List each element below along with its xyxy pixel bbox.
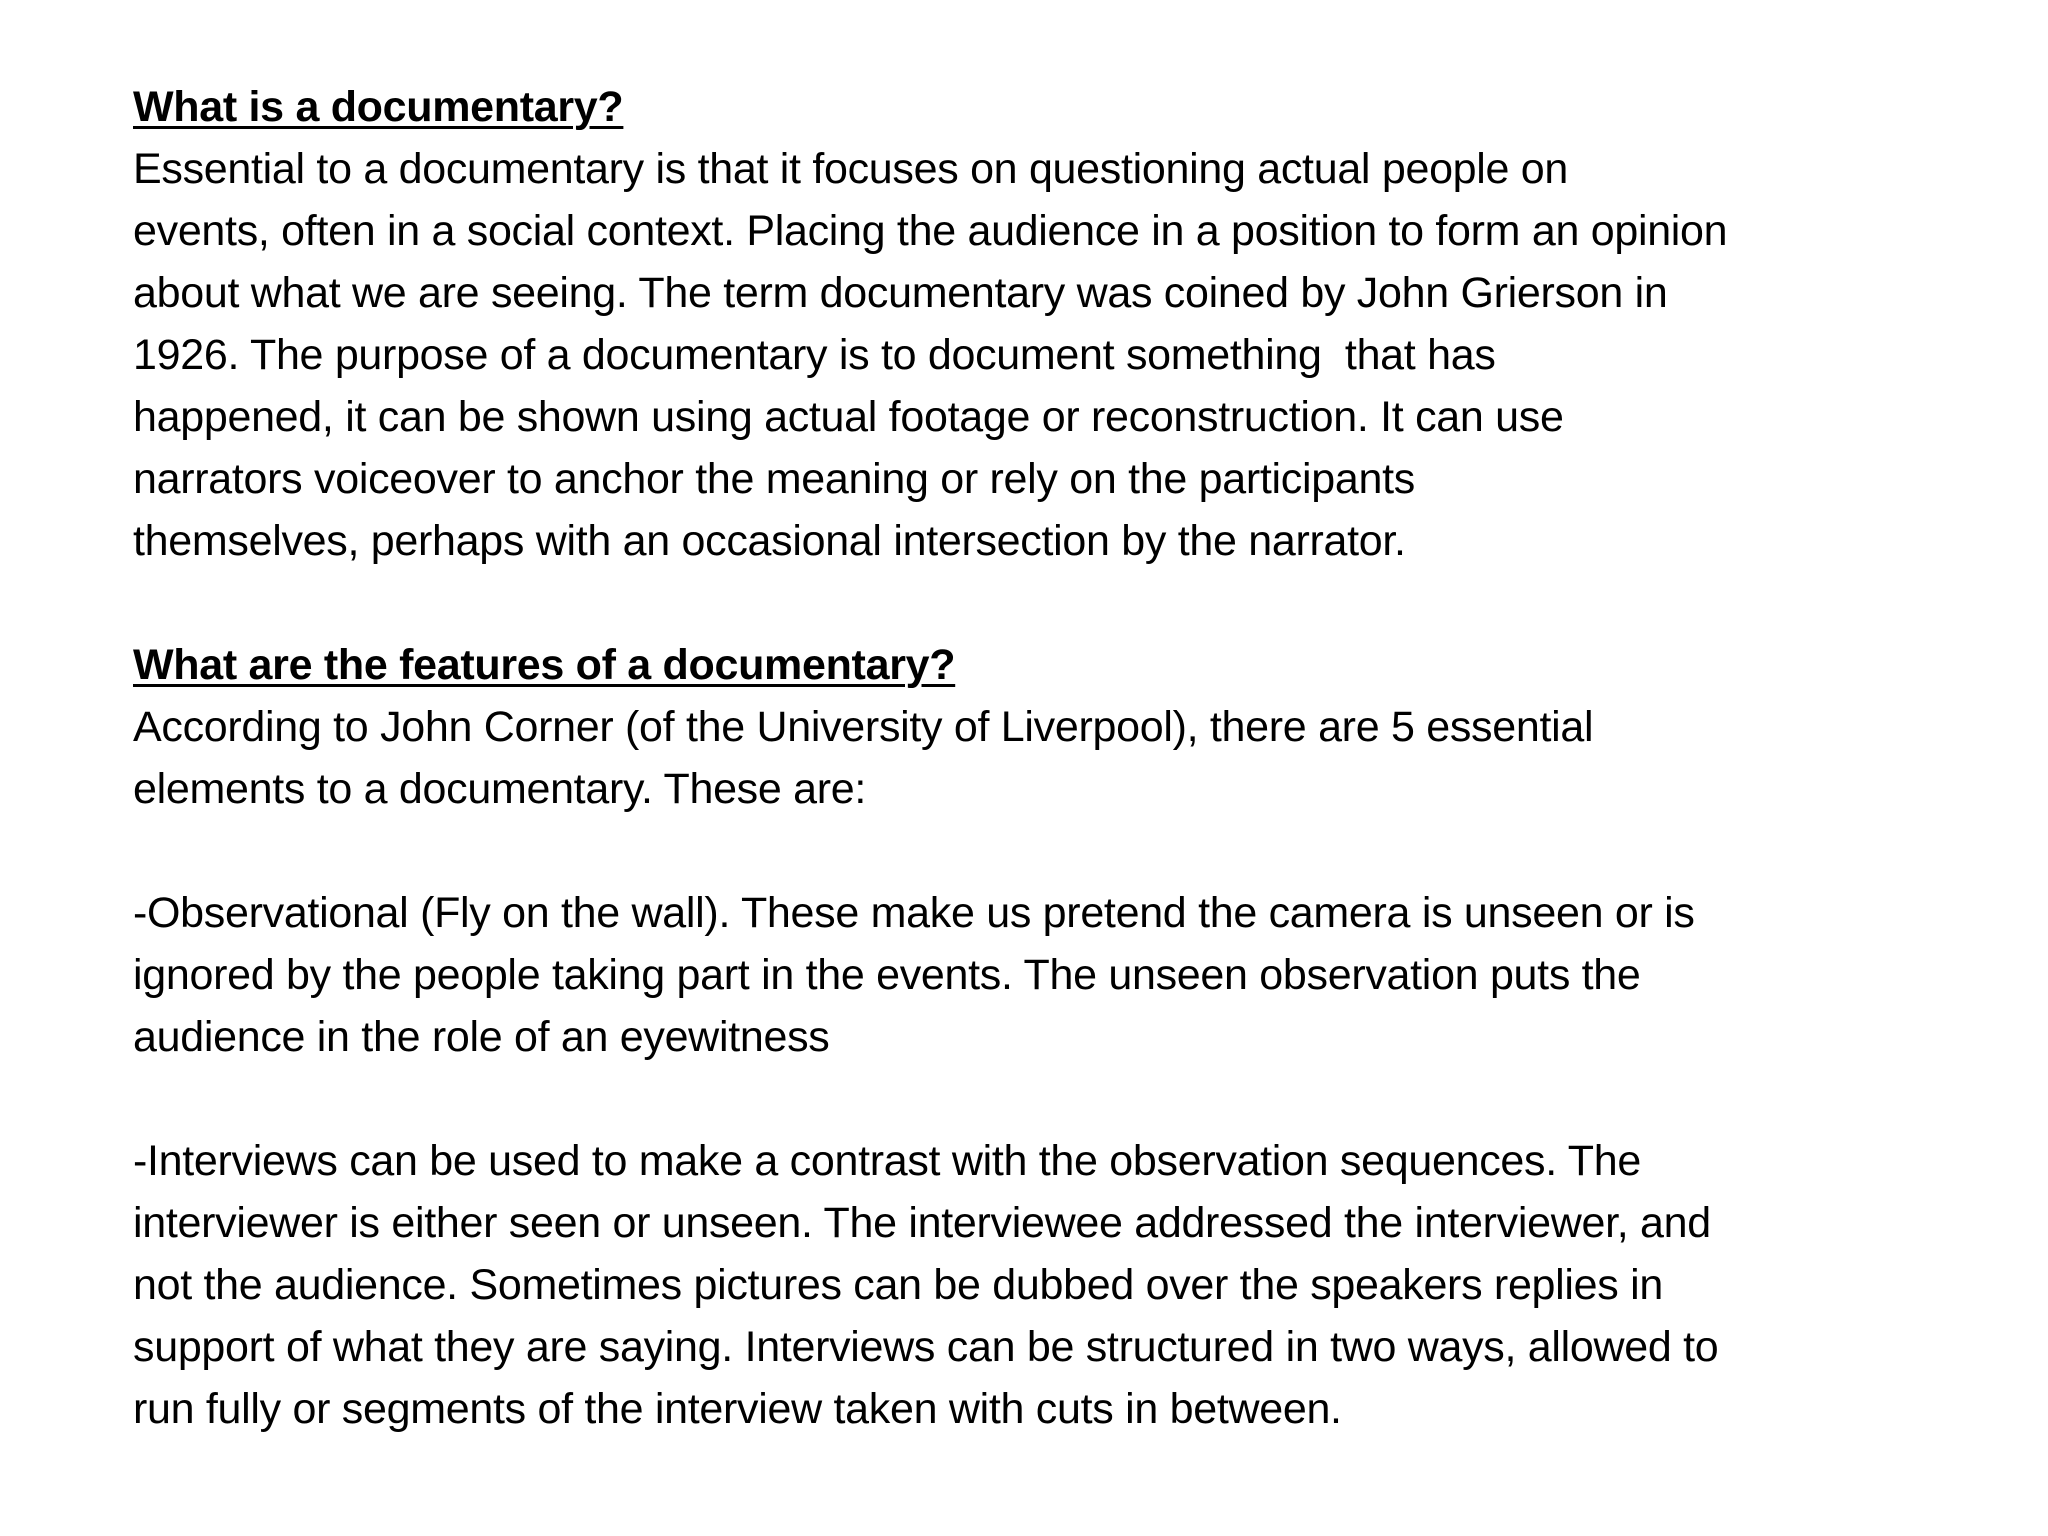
spacer	[133, 572, 1973, 634]
paragraph-line: not the audience. Sometimes pictures can be dubbed over the speakers replies in	[133, 1261, 1664, 1309]
paragraph-line: -Observational (Fly on the wall). These make us pretend the camera is unseen or is	[133, 889, 1695, 937]
paragraph-intro	[133, 696, 1973, 820]
paragraph-line: narrators voiceover to anchor the meaning or rely on the participants	[133, 455, 1415, 503]
paragraph-line: run fully or segments of the interview taken with cuts in between.	[133, 1385, 1342, 1433]
spacer	[133, 1068, 1973, 1130]
paragraph-line: about what we are seeing. The term documentary was coined by John Grierson in	[133, 269, 1668, 317]
slide-content	[133, 76, 1973, 1440]
spacer	[133, 820, 1973, 882]
paragraph-line: audience in the role of an eyewitness	[133, 1013, 830, 1061]
paragraph-observational	[133, 882, 1973, 1068]
paragraph-line: support of what they are saying. Interviews can be structured in two ways, allowed to	[133, 1323, 1719, 1371]
paragraph-line: elements to a documentary. These are:	[133, 765, 867, 813]
paragraph-line: ignored by the people taking part in the events. The unseen observation puts the	[133, 951, 1641, 999]
paragraph-line: themselves, perhaps with an occasional intersection by the narrator.	[133, 517, 1406, 565]
paragraph-interviews	[133, 1130, 1973, 1440]
paragraph-line: happened, it can be shown using actual footage or reconstruction. It can use	[133, 393, 1564, 441]
paragraph-line: 1926. The purpose of a documentary is to document something that has	[133, 331, 1496, 379]
paragraph-definition	[133, 138, 1973, 572]
paragraph-line: events, often in a social context. Placing the audience in a position to form an opinion	[133, 207, 1728, 255]
heading-features-of-documentary: What are the features of a documentary?	[133, 641, 956, 689]
paragraph-line: interviewer is either seen or unseen. The interviewee addressed the interviewer, and	[133, 1199, 1711, 1247]
paragraph-line: -Interviews can be used to make a contrast with the observation sequences. The	[133, 1137, 1641, 1185]
paragraph-line: Essential to a documentary is that it focuses on questioning actual people on	[133, 145, 1569, 193]
heading-what-is-documentary: What is a documentary?	[133, 83, 624, 131]
paragraph-line: According to John Corner (of the University of Liverpool), there are 5 essential	[133, 703, 1594, 751]
